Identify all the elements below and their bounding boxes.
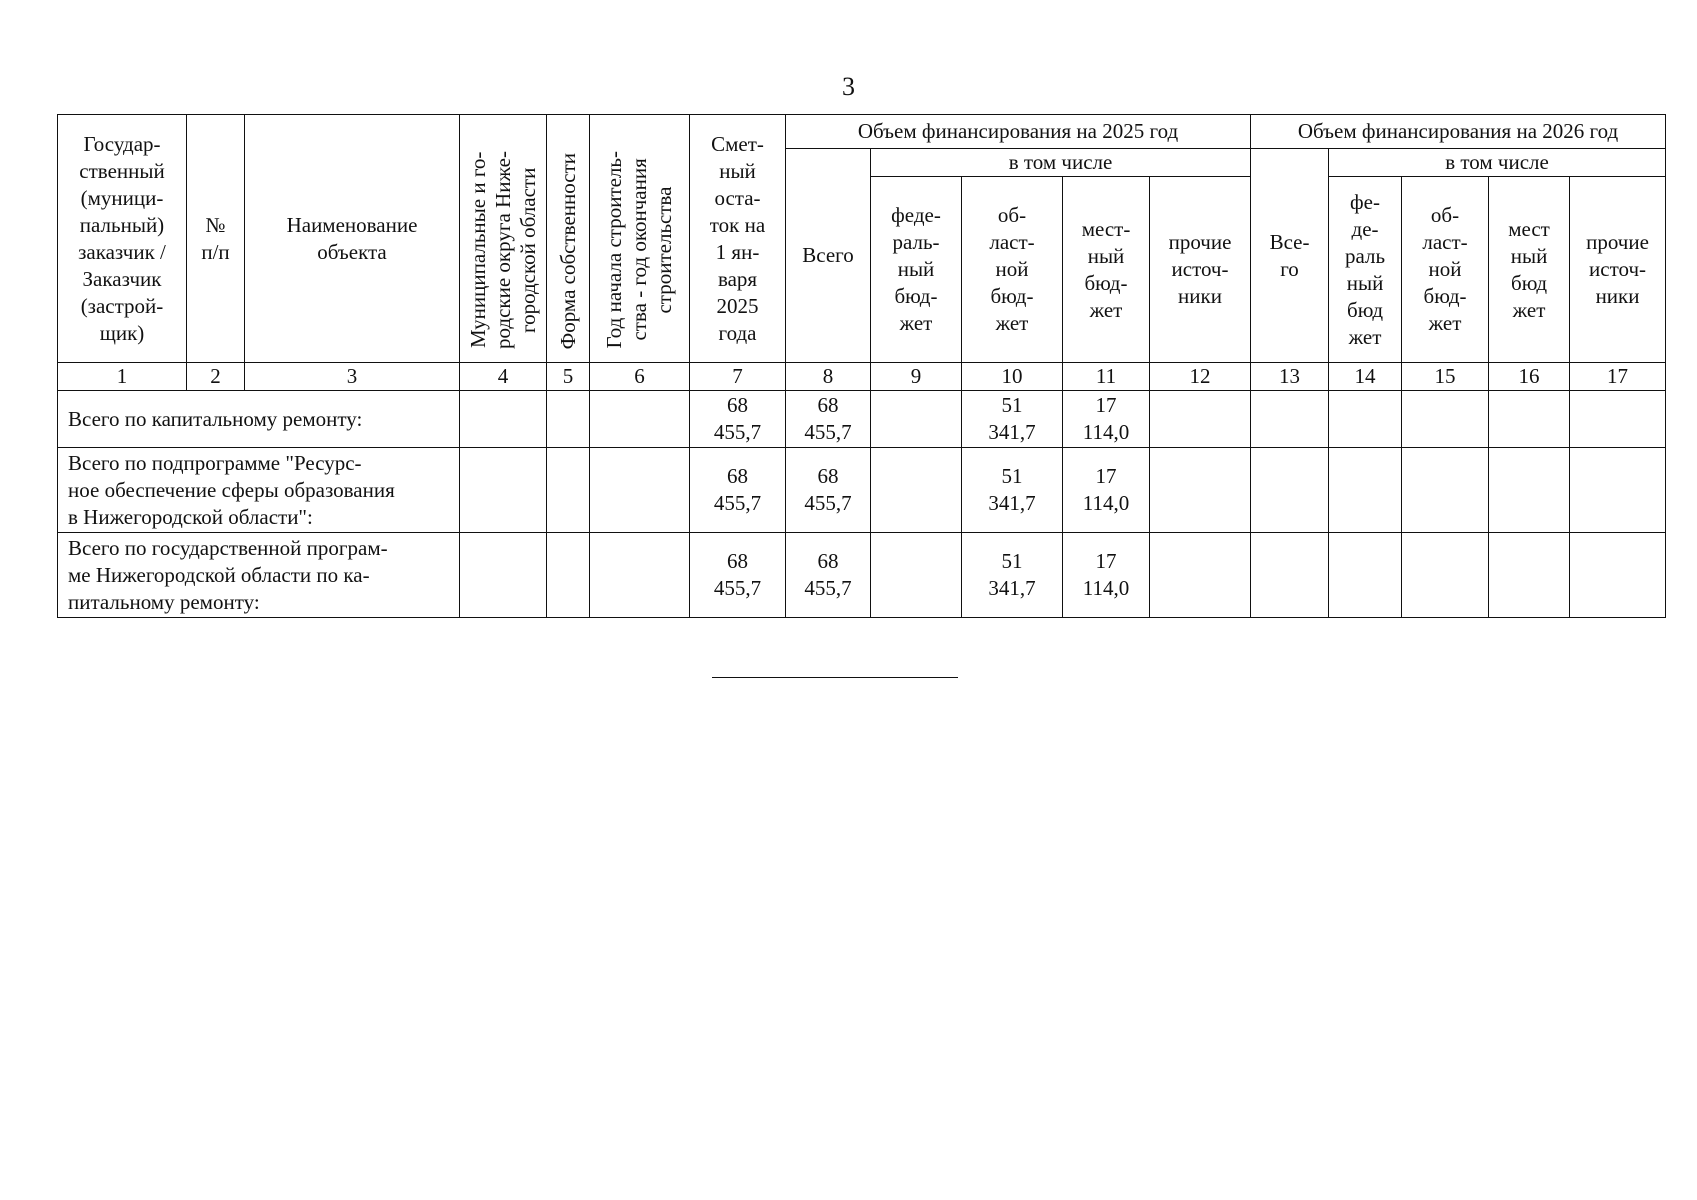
including-2026-header: в том числе (1329, 149, 1666, 177)
table-cell (1570, 391, 1666, 448)
federal-2025-cell (871, 391, 962, 448)
table-cell (1402, 533, 1489, 618)
local-2025-cell: 17 114,0 (1063, 391, 1150, 448)
col-estimated-balance-header: Смет- ный оста- ток на 1 ян- варя 2025 года (690, 115, 786, 363)
bottom-separator-line (712, 677, 958, 678)
column-number: 1 (58, 363, 187, 391)
table-cell (460, 448, 547, 533)
column-number: 14 (1329, 363, 1402, 391)
other-2025-cell (1150, 391, 1251, 448)
table-cell (460, 533, 547, 618)
column-numbers-row (58, 363, 1666, 391)
local-2025-cell: 17 114,0 (1063, 533, 1150, 618)
col-other-2026-header: прочие источ- ники (1570, 177, 1666, 363)
table-cell (1402, 448, 1489, 533)
estimated-balance-cell: 68 455,7 (690, 448, 786, 533)
row-label: Всего по капитальному ремонту: (58, 391, 460, 448)
col-regional-2026-header: об- ласт- ной бюд- жет (1402, 177, 1489, 363)
funding-2026-header: Объем финансирования на 2026 год (1251, 115, 1666, 149)
table-cell (590, 391, 690, 448)
table-cell (1570, 533, 1666, 618)
col-other-2025-header: прочие источ- ники (1150, 177, 1251, 363)
other-2025-cell (1150, 533, 1251, 618)
col-customer-header: Государ- ственный (муници- пальный) заказчик / Заказчик (застрой- щик) (58, 115, 187, 363)
estimated-balance-cell: 68 455,7 (690, 533, 786, 618)
column-number: 2 (187, 363, 245, 391)
table-cell (590, 448, 690, 533)
col-total-2025-header: Всего (786, 149, 871, 363)
column-number: 7 (690, 363, 786, 391)
col-ownership-form-header (547, 115, 590, 363)
total-2025-cell: 68 455,7 (786, 448, 871, 533)
column-number: 4 (460, 363, 547, 391)
including-2025-header: в том числе (871, 149, 1251, 177)
table-cell (547, 448, 590, 533)
column-number: 5 (547, 363, 590, 391)
table-cell (1489, 448, 1570, 533)
col-federal-2025-header: феде- раль- ный бюд- жет (871, 177, 962, 363)
ownership-form-header-text: Форма собственности (555, 152, 580, 349)
table-cell (1570, 448, 1666, 533)
table-cell (1251, 391, 1329, 448)
col-object-name-header: Наименование объекта (245, 115, 460, 363)
column-number: 8 (786, 363, 871, 391)
table-cell (1251, 533, 1329, 618)
regional-2025-cell: 51 341,7 (962, 391, 1063, 448)
column-number: 17 (1570, 363, 1666, 391)
col-local-2026-header: мест ный бюд жет (1489, 177, 1570, 363)
table-cell (1329, 448, 1402, 533)
table-cell (1251, 448, 1329, 533)
other-2025-cell (1150, 448, 1251, 533)
total-2025-cell: 68 455,7 (786, 391, 871, 448)
table-cell (1329, 533, 1402, 618)
column-number: 12 (1150, 363, 1251, 391)
column-number: 6 (590, 363, 690, 391)
municipal-district-header-text: Муниципальные и го- родские округа Ниже- городской области (465, 151, 540, 349)
funding-table (57, 114, 1666, 618)
page-number: 3 (842, 72, 855, 101)
col-total-2026-header: Все- го (1251, 149, 1329, 363)
row-label: Всего по государственной програм- ме Нижегородской области по ка- питальному ремонту: (58, 533, 460, 618)
column-number: 15 (1402, 363, 1489, 391)
col-local-2025-header: мест- ный бюд- жет (1063, 177, 1150, 363)
col-regional-2025-header: об- ласт- ной бюд- жет (962, 177, 1063, 363)
column-number: 3 (245, 363, 460, 391)
col-number-header: № п/п (187, 115, 245, 363)
table-cell (547, 391, 590, 448)
table-cell (1489, 533, 1570, 618)
table-cell (590, 533, 690, 618)
table-cell (1329, 391, 1402, 448)
table-cell (460, 391, 547, 448)
table-cell (1489, 391, 1570, 448)
header-row-1 (58, 115, 1666, 149)
federal-2025-cell (871, 533, 962, 618)
total-2025-cell: 68 455,7 (786, 533, 871, 618)
table-cell (547, 533, 590, 618)
column-number: 10 (962, 363, 1063, 391)
column-number: 13 (1251, 363, 1329, 391)
funding-2025-header: Объем финансирования на 2025 год (786, 115, 1251, 149)
table-row-capital-repair-total (58, 391, 1666, 448)
table-row-subprogram-total (58, 448, 1666, 533)
column-number: 16 (1489, 363, 1570, 391)
col-federal-2026-header: фе- де- раль ный бюд жет (1329, 177, 1402, 363)
regional-2025-cell: 51 341,7 (962, 533, 1063, 618)
federal-2025-cell (871, 448, 962, 533)
regional-2025-cell: 51 341,7 (962, 448, 1063, 533)
column-number: 11 (1063, 363, 1150, 391)
col-construction-years-header (590, 115, 690, 363)
table-cell (1402, 391, 1489, 448)
table-row-state-program-total (58, 533, 1666, 618)
estimated-balance-cell: 68 455,7 (690, 391, 786, 448)
row-label: Всего по подпрограмме "Ресурс- ное обеспечение сферы образования в Нижегородской области": (58, 448, 460, 533)
local-2025-cell: 17 114,0 (1063, 448, 1150, 533)
col-municipal-district-header (460, 115, 547, 363)
column-number: 9 (871, 363, 962, 391)
construction-years-header-text: Год начала строитель- ства - год окончания строительства (602, 151, 676, 349)
